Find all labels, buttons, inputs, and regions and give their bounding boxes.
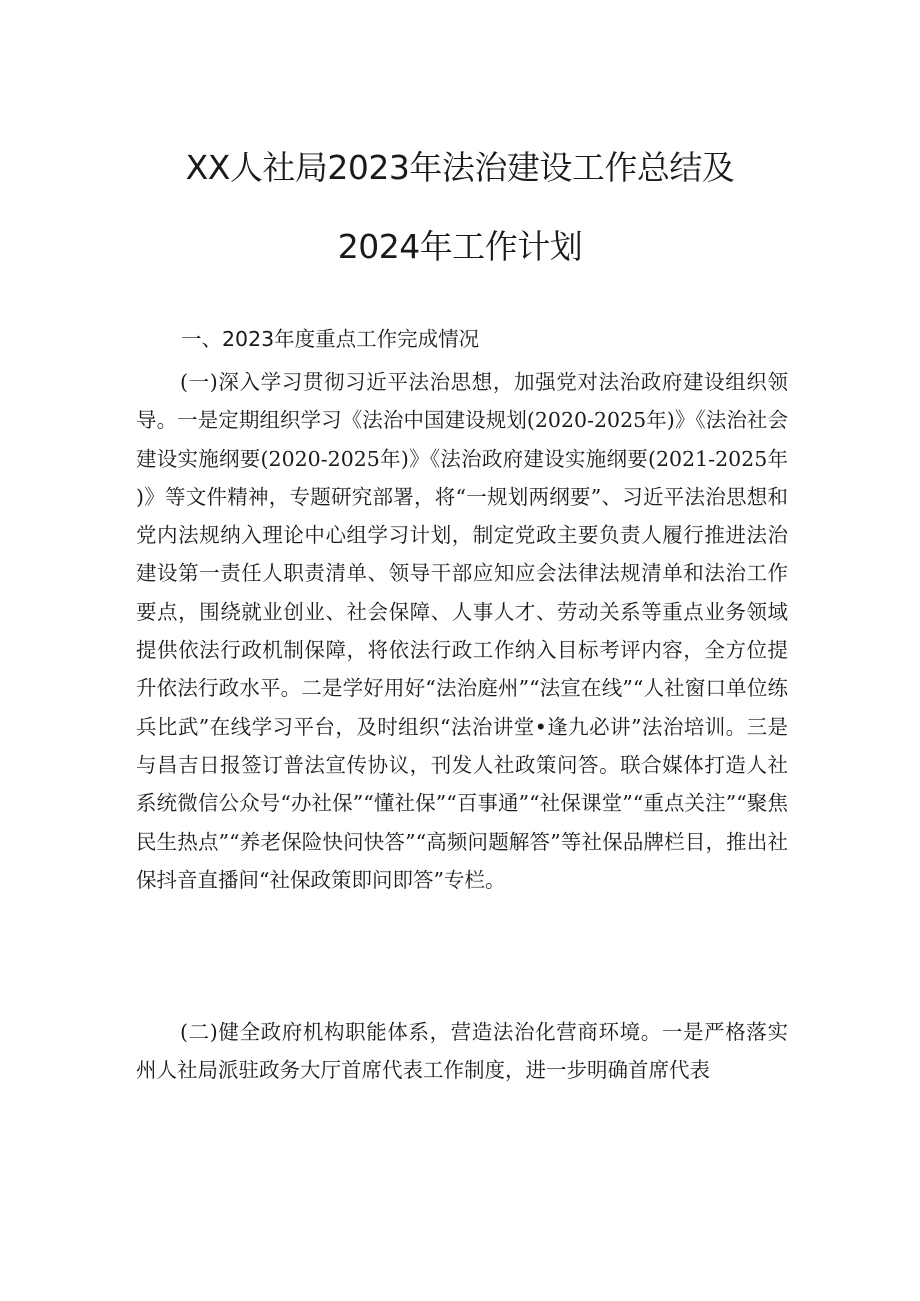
document-title-line-1: XX人社局2023年法治建设工作总结及 (185, 148, 735, 187)
document-title-line-2: 2024年工作计划 (337, 227, 583, 266)
paragraph-1: (一)深入学习贯彻习近平法治思想，加强党对法治政府建设组织领导。一是定期组织学习《法治中国建设规划(2020-2025年)》《法治社会建设实施纲要(2020-2025年)》《法治政府建设实施纲要(2021-2025年)》等文件精神，专题研究部署，将“一规划两纲要”、习近平法治思想和党内法规纳入理论中心组学习计划，制定党政主要负责人履行推进法治建设第一责任人职责清单、领导干部应知应会法律法规清单和法治工作要点，围绕就业创业、社会保障、人事人才、劳动关系等重点业务领域提供依法行政机制保障，将依法行政工作纳入目标考评内容，全方位提升依法行政水平。二是学好用好“法治庭州”“法宣在线”“人社窗口单位练兵比武”在线学习平台，及时组织“法治讲堂•逢九必讲”法治培训。三是与昌吉日报签订普法宣传协议，刊发人社政策问答。联合媒体打造人社系统微信公众号“办社保”“懂社保”“百事通”“社保课堂”“重点关注”“聚焦民生热点”“养老保险快问快答”“高频问题解答”等社保品牌栏目，推出社保抖音直播间“社保政策即问即答”专栏。 (136, 370, 788, 892)
paragraph-2: (二)健全政府机构职能体系，营造法治化营商环境。一是严格落实州人社局派驻政务大厅首席代表工作制度，进一步明确首席代表 (136, 1020, 788, 1083)
section-heading-1: 一、2023年度重点工作完成情况 (181, 327, 480, 351)
